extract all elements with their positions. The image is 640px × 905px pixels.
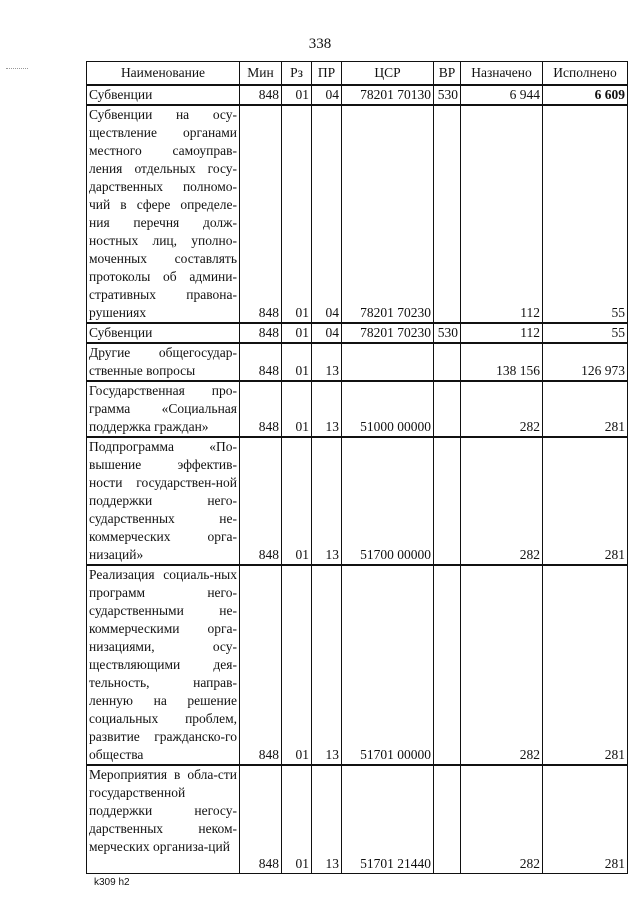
row-assigned: 138 156 xyxy=(461,343,543,381)
row-csr xyxy=(342,343,434,381)
header-executed: Исполнено xyxy=(543,62,628,86)
row-vr xyxy=(434,565,461,765)
row-vr xyxy=(434,343,461,381)
row-pr: 04 xyxy=(312,323,342,343)
row-pr: 13 xyxy=(312,343,342,381)
footer-code: k309 h2 xyxy=(94,877,130,888)
row-vr xyxy=(434,381,461,437)
row-assigned: 112 xyxy=(461,323,543,343)
row-executed: 281 xyxy=(543,381,628,437)
row-rz: 01 xyxy=(282,765,312,873)
row-name: Субвенции на осу-ществление органами местного самоуправ-ления отдельных госу-дарственных полномо-чий в сфере определе-ния перечня долж-ностных лиц, уполно-моченных составлять протоколы об админи-стративных правона-рушениях xyxy=(87,105,240,323)
table-row xyxy=(87,765,628,873)
row-assigned: 282 xyxy=(461,437,543,565)
row-csr: 78201 70230 xyxy=(342,323,434,343)
row-executed: 281 xyxy=(543,565,628,765)
row-executed: 281 xyxy=(543,765,628,873)
header-assigned: Назначено xyxy=(461,62,543,86)
row-vr xyxy=(434,437,461,565)
row-name: Государственная про-грамма «Социальная поддержка граждан» xyxy=(87,381,240,437)
header-min: Мин xyxy=(240,62,282,86)
row-assigned: 282 xyxy=(461,765,543,873)
row-executed: 55 xyxy=(543,323,628,343)
row-csr: 51700 00000 xyxy=(342,437,434,565)
row-min: 848 xyxy=(240,765,282,873)
row-executed: 55 xyxy=(543,105,628,323)
row-csr: 51000 00000 xyxy=(342,381,434,437)
row-rz: 01 xyxy=(282,323,312,343)
row-assigned: 282 xyxy=(461,381,543,437)
row-executed: 126 973 xyxy=(543,343,628,381)
row-csr: 78201 70230 xyxy=(342,105,434,323)
table-row xyxy=(87,437,628,565)
table-row xyxy=(87,105,628,323)
table-header-row xyxy=(87,62,628,86)
row-assigned: 6 944 xyxy=(461,85,543,105)
row-assigned: 282 xyxy=(461,565,543,765)
row-min: 848 xyxy=(240,323,282,343)
row-pr: 13 xyxy=(312,765,342,873)
row-pr: 13 xyxy=(312,565,342,765)
row-rz: 01 xyxy=(282,343,312,381)
header-csr: ЦСР xyxy=(342,62,434,86)
table-row xyxy=(87,323,628,343)
table-body xyxy=(87,85,628,873)
row-csr: 78201 70130 xyxy=(342,85,434,105)
row-min: 848 xyxy=(240,343,282,381)
row-rz: 01 xyxy=(282,437,312,565)
row-name: Субвенции xyxy=(87,85,240,105)
row-min: 848 xyxy=(240,437,282,565)
row-pr: 13 xyxy=(312,381,342,437)
budget-table xyxy=(86,61,628,874)
row-csr: 51701 21440 xyxy=(342,765,434,873)
table-row xyxy=(87,381,628,437)
header-name: Наименование xyxy=(87,62,240,86)
row-pr: 04 xyxy=(312,105,342,323)
table-row xyxy=(87,343,628,381)
row-min: 848 xyxy=(240,381,282,437)
row-min: 848 xyxy=(240,565,282,765)
row-name: Подпрограмма «По-вышение эффектив-ности государствен-ной поддержки него-сударственных не-коммерческих орга-низаций» xyxy=(87,437,240,565)
row-csr: 51701 00000 xyxy=(342,565,434,765)
row-pr: 04 xyxy=(312,85,342,105)
header-vr: ВР xyxy=(434,62,461,86)
row-assigned: 112 xyxy=(461,105,543,323)
row-rz: 01 xyxy=(282,85,312,105)
row-vr xyxy=(434,105,461,323)
row-min: 848 xyxy=(240,85,282,105)
row-vr: 530 xyxy=(434,85,461,105)
row-pr: 13 xyxy=(312,437,342,565)
row-name: Мероприятия в обла-сти государственной поддержки негосу-дарственных неком-мерческих организа-ций xyxy=(87,765,240,873)
row-vr: 530 xyxy=(434,323,461,343)
table-row xyxy=(87,85,628,105)
row-vr xyxy=(434,765,461,873)
row-min: 848 xyxy=(240,105,282,323)
header-pr: ПР xyxy=(312,62,342,86)
row-rz: 01 xyxy=(282,381,312,437)
header-rz: Рз xyxy=(282,62,312,86)
row-name: Субвенции xyxy=(87,323,240,343)
margin-mark xyxy=(6,68,28,70)
row-executed: 6 609 xyxy=(543,85,628,105)
row-rz: 01 xyxy=(282,105,312,323)
row-name: Другие общегосудар-ственные вопросы xyxy=(87,343,240,381)
page-number: 338 xyxy=(308,36,332,52)
table-row xyxy=(87,565,628,765)
row-rz: 01 xyxy=(282,565,312,765)
row-name: Реализация социаль-ных программ него-сударственными не-коммерческими орга-низациями, осу-ществляющими дея-тельность, направ-ленную на решение социальных проблем, развитие гражданско-го общества xyxy=(87,565,240,765)
row-executed: 281 xyxy=(543,437,628,565)
